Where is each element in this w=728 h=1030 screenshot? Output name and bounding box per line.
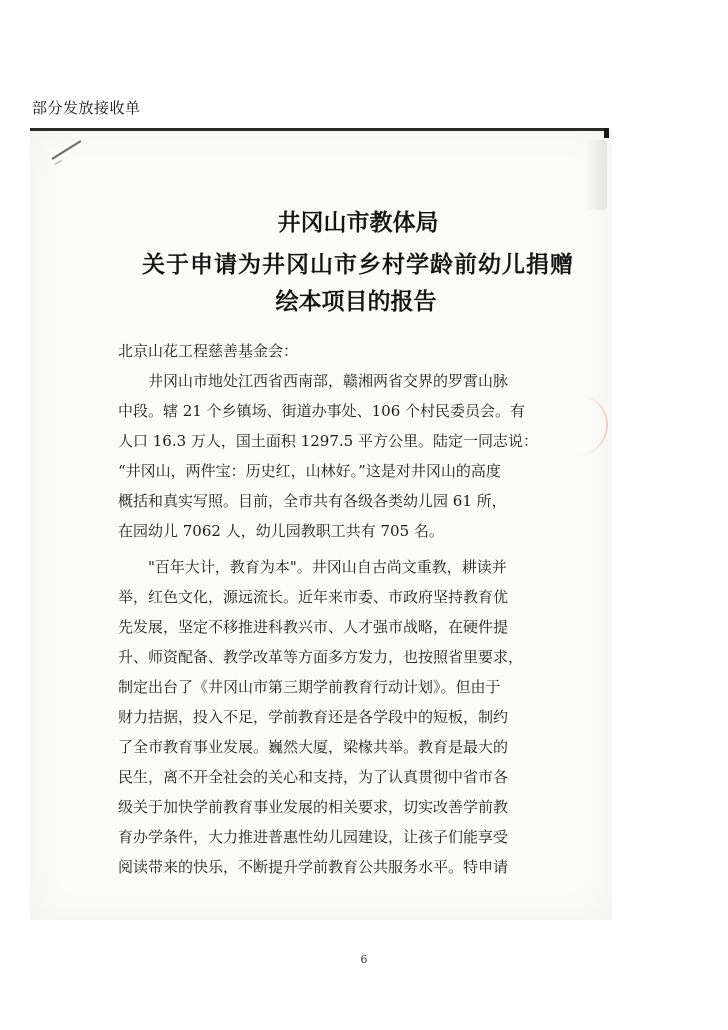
- body-line: 育办学条件，大力推进普惠性幼儿园建设，让孩子们能享受: [118, 828, 509, 846]
- body-line: 概括和真实写照。目前，全市共有各级各类幼儿园 61 所，: [118, 492, 507, 510]
- body-line: 财力拮据，投入不足，学前教育还是各学段中的短板，制约: [118, 708, 509, 726]
- document-title-line-1: 井冈山市教体局: [277, 210, 439, 236]
- scan-top-edge: [30, 128, 608, 131]
- page-header-label: 部分发放接收单: [32, 99, 141, 117]
- body-line: 了全市教育事业发展。巍然大厦，梁椽共举。教育是最大的: [118, 738, 509, 756]
- body-line: “井冈山，两件宝：历史红，山林好。”这是对井冈山的高度: [118, 462, 501, 480]
- body-line: "百年大计，教育为本"。井冈山自古尚文重教，耕读并: [118, 558, 507, 576]
- body-line: 阅读带来的快乐，不断提升学前教育公共服务水平。特申请: [118, 858, 509, 876]
- body-line: 中段。辖 21 个乡镇场、街道办事处、106 个村民委员会。有: [118, 402, 526, 420]
- body-line: 民生，离不开全社会的关心和支持，为了认真贯彻中省市各: [118, 768, 509, 786]
- body-line: 先发展，坚定不移推进科教兴市、人才强市战略，在硬件提: [118, 618, 509, 636]
- body-line: 举，红色文化，源远流长。近年来市委、市政府坚持教育优: [118, 588, 509, 606]
- body-line: 人口 16.3 万人，国土面积 1297.5 平方公里。陆定一同志说：: [118, 432, 538, 450]
- scan-corner-mark: [604, 128, 609, 138]
- scan-right-shadow: [585, 140, 607, 210]
- body-line: 井冈山市地处江西省西南部，赣湘两省交界的罗霄山脉: [118, 372, 509, 390]
- page-number: 6: [360, 953, 368, 966]
- body-line: 级关于加快学前教育事业发展的相关要求，切实改善学前教: [118, 798, 509, 816]
- salutation: 北京山花工程慈善基金会：: [118, 342, 299, 360]
- document-title-line-3: 绘本项目的报告: [275, 289, 437, 315]
- body-line: 制定出台了《井冈山市第三期学前教育行动计划》。但由于: [118, 678, 501, 696]
- body-line: 在园幼儿 7062 人，幼儿园教职工共有 705 名。: [118, 522, 444, 540]
- body-line: 升、师资配备、教学改革等方面多方发力，也按照省里要求，: [118, 648, 524, 666]
- document-title-line-2: 关于申请为井冈山市乡村学龄前幼儿捐赠: [142, 252, 574, 278]
